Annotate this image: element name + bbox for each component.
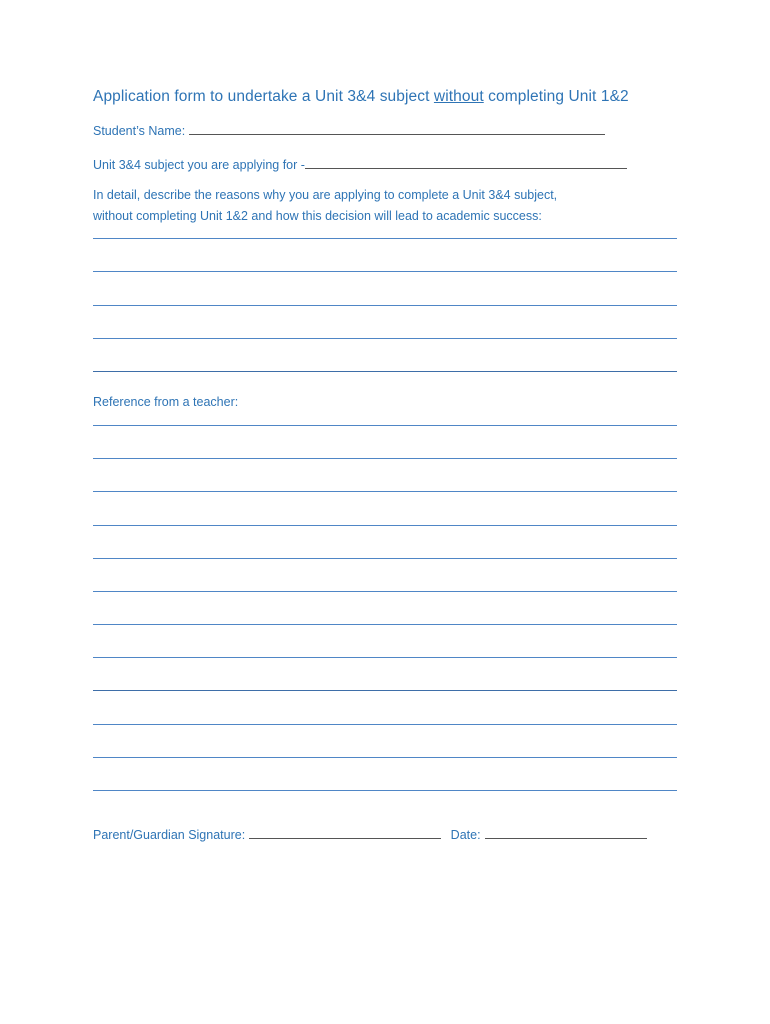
- student-name-row: [93, 121, 605, 138]
- title-part-2: completing Unit 1&2: [483, 88, 629, 105]
- date-label: Date:: [450, 828, 481, 842]
- form-title: [93, 88, 629, 106]
- reference-line[interactable]: [93, 724, 677, 725]
- reasons-prompt-line-2: without completing Unit 1&2 and how this decision will lead to academic success:: [93, 209, 542, 223]
- title-emphasis: without: [433, 88, 484, 105]
- reasons-prompt-line-1: In detail, describe the reasons why you are applying to complete a Unit 3&4 subject,: [93, 188, 558, 202]
- title-part-1: Application form to undertake a Unit 3&4 subject: [93, 88, 434, 105]
- signature-field[interactable]: [249, 825, 441, 839]
- reference-line[interactable]: [93, 657, 677, 658]
- reasons-line[interactable]: [93, 271, 677, 272]
- date-field[interactable]: [485, 825, 647, 839]
- subject-row: [93, 155, 627, 172]
- reference-line[interactable]: [93, 491, 677, 492]
- reference-label: Reference from a teacher:: [93, 395, 239, 409]
- reasons-line[interactable]: [93, 338, 677, 339]
- signature-row: [93, 825, 647, 842]
- reference-line[interactable]: [93, 525, 677, 526]
- subject-label: Unit 3&4 subject you are applying for -: [93, 158, 305, 172]
- reasons-prompt: [93, 185, 693, 227]
- reasons-line[interactable]: [93, 371, 677, 372]
- reference-line[interactable]: [93, 591, 677, 592]
- student-name-field[interactable]: [189, 121, 605, 135]
- subject-field[interactable]: [305, 155, 627, 169]
- reference-line[interactable]: [93, 624, 677, 625]
- reference-line[interactable]: [93, 790, 677, 791]
- signature-label: Parent/Guardian Signature:: [93, 828, 246, 842]
- reference-line[interactable]: [93, 458, 677, 459]
- reference-line[interactable]: [93, 558, 677, 559]
- reference-line[interactable]: [93, 690, 677, 691]
- reasons-line[interactable]: [93, 238, 677, 239]
- reasons-line[interactable]: [93, 305, 677, 306]
- reference-line[interactable]: [93, 425, 677, 426]
- student-name-label: Student’s Name:: [93, 124, 186, 138]
- reference-line[interactable]: [93, 757, 677, 758]
